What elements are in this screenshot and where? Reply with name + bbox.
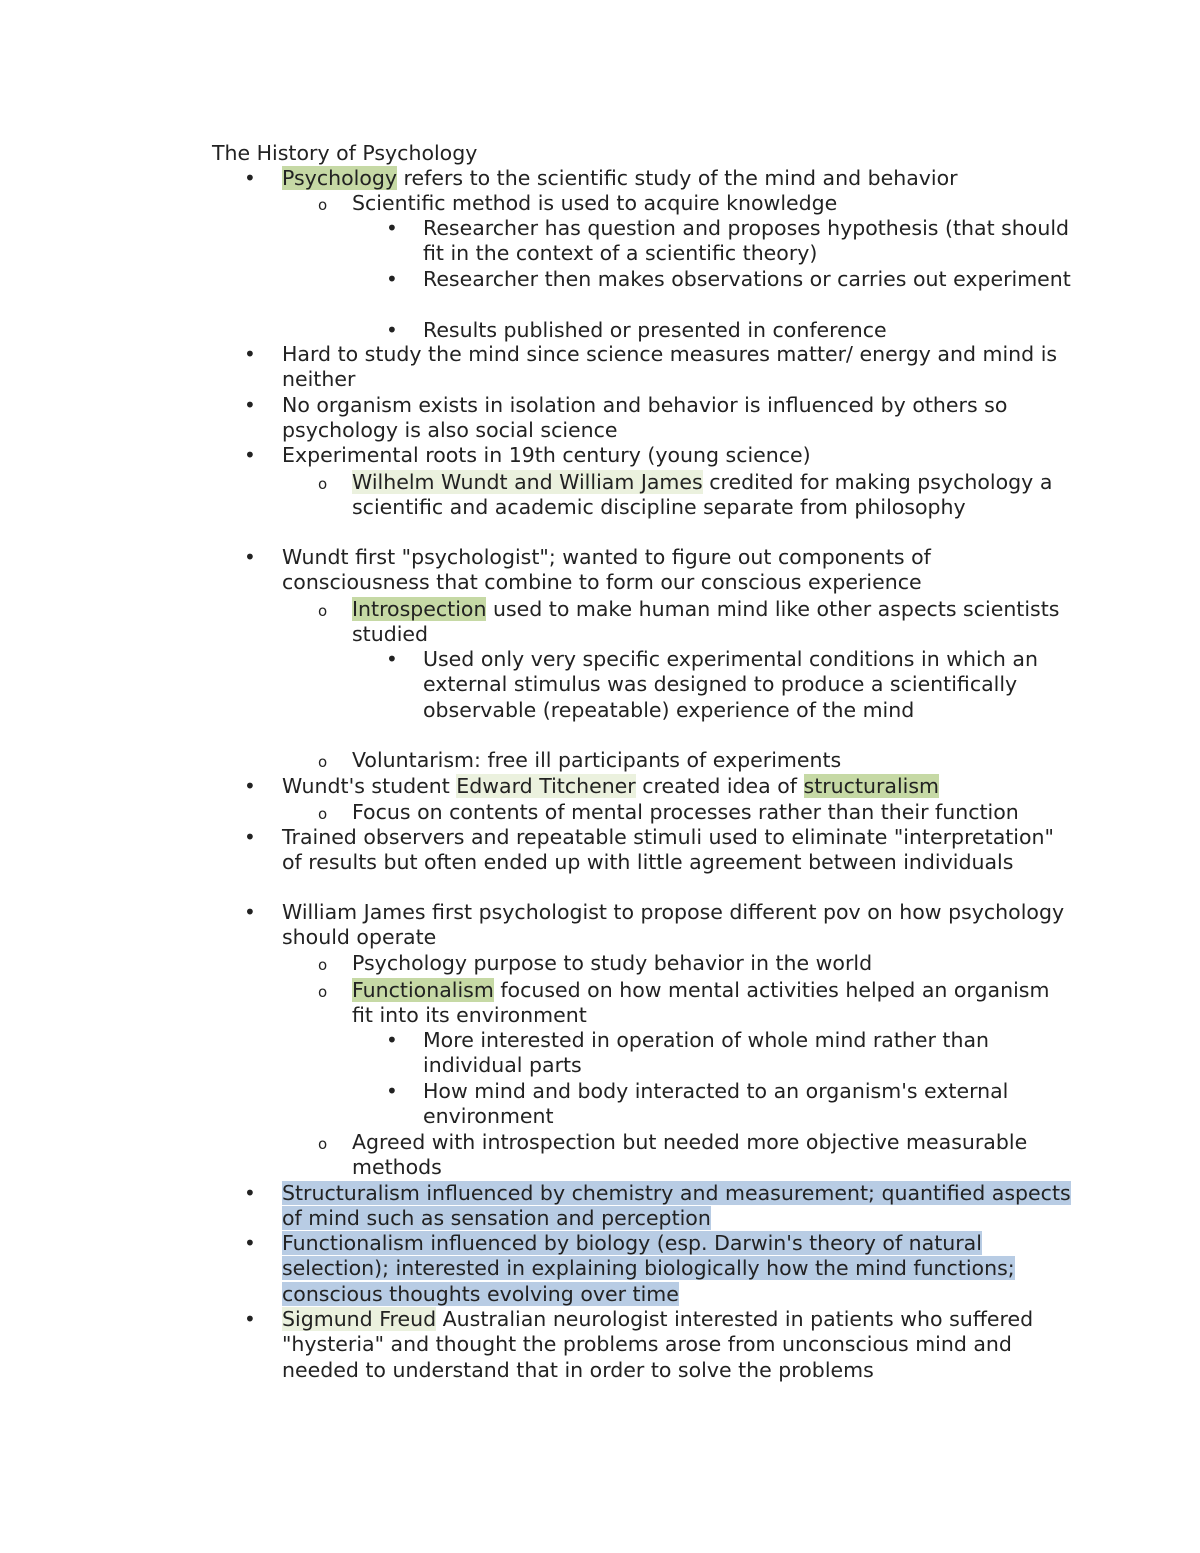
key-term-highlight: structuralism xyxy=(803,774,940,798)
bullet-disc: • xyxy=(244,774,256,798)
bullet-circle: o xyxy=(318,805,328,823)
list-item: William James first psychologist to propose different pov on how psychology should operate xyxy=(282,900,1065,950)
list-item: Focus on contents of mental processes rather than their function xyxy=(352,800,1019,824)
list-item: Results published or presented in conference xyxy=(423,318,887,342)
list-item: Experimental roots in 19th century (young science) xyxy=(282,443,811,467)
bullet-disc: • xyxy=(244,443,256,467)
bullet-disc: • xyxy=(386,647,398,671)
bullet-disc: • xyxy=(244,1181,256,1205)
bullet-disc: • xyxy=(244,1231,256,1255)
key-term-highlight: Psychology xyxy=(282,166,398,190)
bullet-disc: • xyxy=(244,825,256,849)
list-item: How mind and body interacted to an organism's external environment xyxy=(423,1079,1009,1129)
name-highlight: Sigmund Freud xyxy=(282,1307,437,1331)
bullet-circle: o xyxy=(318,1135,328,1153)
list-item: Trained observers and repeatable stimuli used to eliminate "interpretation" of results but often ended up with little agreement between individuals xyxy=(282,825,1054,875)
name-highlight: Wilhelm Wundt and William James xyxy=(352,470,703,494)
list-item xyxy=(282,1181,1072,1232)
list-item: Hard to study the mind since science measures matter/ energy and mind is neither xyxy=(282,342,1058,392)
bullet-circle: o xyxy=(318,753,328,771)
blue-highlight: Structuralism influenced by chemistry and measurement; quantified aspects of mind such as sensation and perception xyxy=(282,1181,1071,1231)
bullet-disc: • xyxy=(386,267,398,291)
list-item: Introspection used to make human mind like other aspects scientists studied xyxy=(352,597,1060,647)
bullet-disc: • xyxy=(244,342,256,366)
list-item: Wundt first "psychologist"; wanted to figure out components of consciousness that combine to form our conscious experience xyxy=(282,545,931,595)
key-term-highlight: Functionalism xyxy=(352,978,494,1002)
list-item: Wundt's student Edward Titchener created idea of structuralism xyxy=(282,774,940,798)
list-item: Psychology refers to the scientific study of the mind and behavior xyxy=(282,166,958,190)
list-item: Used only very specific experimental conditions in which an external stimulus was designed to produce a scientifically observable (repeatable) experience of the mind xyxy=(423,647,1038,722)
bullet-disc: • xyxy=(244,900,256,924)
list-item: Psychology purpose to study behavior in the world xyxy=(352,951,873,975)
bullet-circle: o xyxy=(318,956,328,974)
list-item: Functionalism focused on how mental activities helped an organism fit into its environment xyxy=(352,978,1050,1028)
list-item: Voluntarism: free ill participants of experiments xyxy=(352,748,842,772)
list-item: Researcher then makes observations or carries out experiment xyxy=(423,267,1071,291)
bullet-disc: • xyxy=(386,318,398,342)
bullet-disc: • xyxy=(244,166,256,190)
list-item: No organism exists in isolation and behavior is influenced by others so psychology is also social science xyxy=(282,393,1008,443)
bullet-disc: • xyxy=(386,216,398,240)
bullet-circle: o xyxy=(318,983,328,1001)
blue-highlight: Functionalism influenced by biology (esp. Darwin's theory of natural selection); interested in explaining biologically how the mind functions; conscious thoughts evolving over time xyxy=(282,1231,1015,1306)
key-term-highlight: Introspection xyxy=(352,597,487,621)
bullet-circle: o xyxy=(318,475,328,493)
bullet-disc: • xyxy=(244,1307,256,1331)
list-item: Agreed with introspection but needed more objective measurable methods xyxy=(352,1130,1028,1180)
list-item: Sigmund Freud Australian neurologist interested in patients who suffered "hysteria" and thought the problems arose from unconscious mind and needed to understand that in order to solve the problems xyxy=(282,1307,1034,1382)
bullet-disc: • xyxy=(244,545,256,569)
bullet-disc: • xyxy=(386,1079,398,1103)
bullet-circle: o xyxy=(318,196,328,214)
list-item: Wilhelm Wundt and William James credited for making psychology a scientific and academic discipline separate from philosophy xyxy=(352,470,1053,520)
list-item: Researcher has question and proposes hypothesis (that should fit in the context of a scientific theory) xyxy=(423,216,1070,266)
list-item: More interested in operation of whole mind rather than individual parts xyxy=(423,1028,990,1078)
bullet-disc: • xyxy=(386,1028,398,1052)
bullet-disc: • xyxy=(244,393,256,417)
list-item xyxy=(282,1231,1072,1307)
page-title: The History of Psychology xyxy=(212,141,478,165)
bullet-circle: o xyxy=(318,602,328,620)
name-highlight: Edward Titchener xyxy=(456,774,636,798)
list-item: Scientific method is used to acquire knowledge xyxy=(352,191,838,215)
